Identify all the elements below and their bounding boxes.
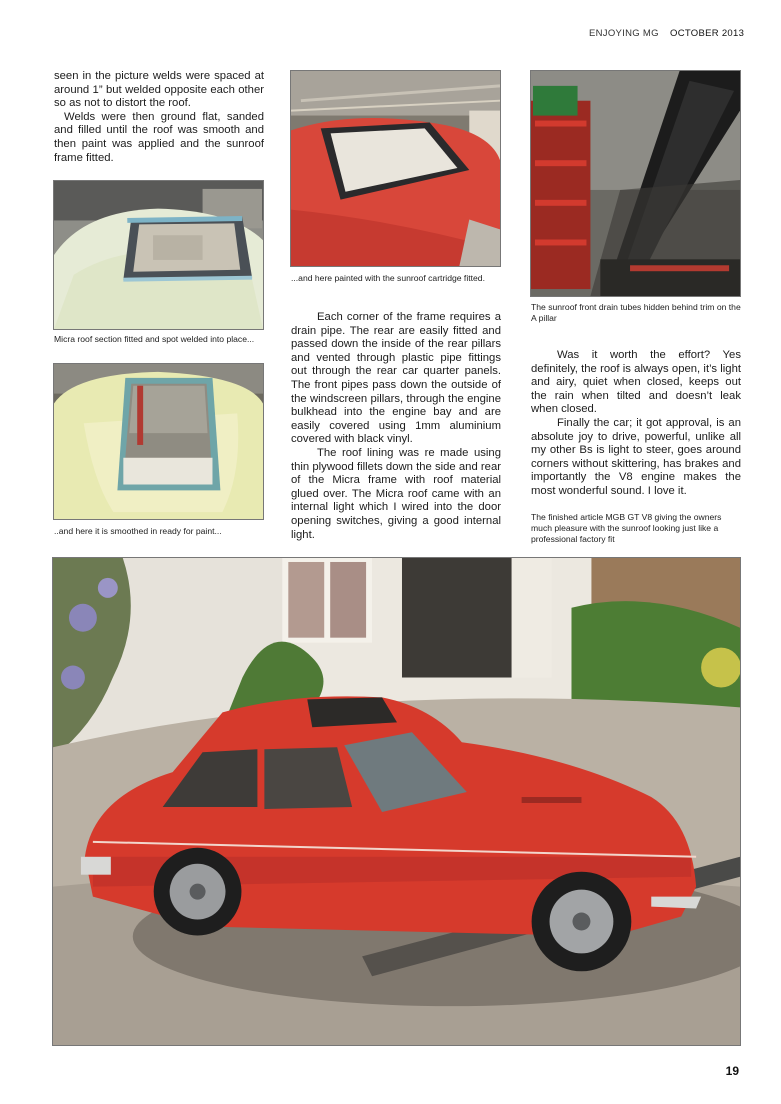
paragraph: Was it worth the effort? Yes definitely, the roof is always open, it’s light and airy, quiet when closed, keeps out the rain when tilted and doesn’t leak when closed. — [531, 349, 741, 416]
paragraph: Welds were then ground flat, sanded and filled until the roof was smooth and then paint was applied and the sunroof frame fitted. — [54, 110, 264, 164]
paragraph: The roof lining was re made using thin plywood fillets down the side and rear of the Micra frame with roof material glued over. The Micra roof came with an internal light which I wired into the door opening switches, giving a good internal light. — [291, 446, 501, 541]
photo-drain-tubes — [530, 70, 741, 297]
photo-micra-roof-welded — [53, 180, 264, 330]
page-number: 19 — [725, 1064, 739, 1078]
paragraph: Each corner of the frame requires a drain pipe. The rear are easily fitted and passed down the inside of the rear pillars and vented through plastic pipe fittings out through the rear car quarter panels. The front pipes pass down the outside of the windscreen pillars, through the engine bulkhead into the engine bay and are easily covered using 1mm aluminium covered with black vinyl. — [291, 311, 501, 446]
paragraph: seen in the picture welds were spaced at around 1” but welded opposite each other so as not to distort the roof. — [54, 70, 264, 110]
column-1-text — [54, 70, 264, 165]
caption-drain-tubes: The sunroof front drain tubes hidden behind trim on the A pillar — [531, 302, 741, 323]
photo-roof-smoothed — [53, 363, 264, 520]
caption-painted: ...and here painted with the sunroof cartridge fitted. — [291, 273, 485, 283]
photo-roof-painted — [290, 70, 501, 267]
caption-micra-welded: Micra roof section fitted and spot welded into place... — [54, 334, 255, 344]
caption-finished: The finished article MGB GT V8 giving the owners much pleasure with the sunroof looking just like a professional factory fit — [531, 512, 722, 544]
column-2-text — [291, 311, 501, 542]
photo-finished-car — [52, 557, 741, 1046]
magazine-name: ENJOYING MG — [589, 28, 659, 39]
issue-date: OCTOBER 2013 — [670, 28, 745, 39]
column-3-text — [531, 349, 741, 499]
caption-smoothed: ..and here it is smoothed in ready for paint... — [54, 526, 222, 536]
paragraph: Finally the car; it got approval, is an absolute joy to drive, powerful, unlike all my other Bs is light to steer, goes around corners without skittering, has brakes and importantly the V8 engine makes the most wonderful sound. I love it. — [531, 416, 741, 497]
